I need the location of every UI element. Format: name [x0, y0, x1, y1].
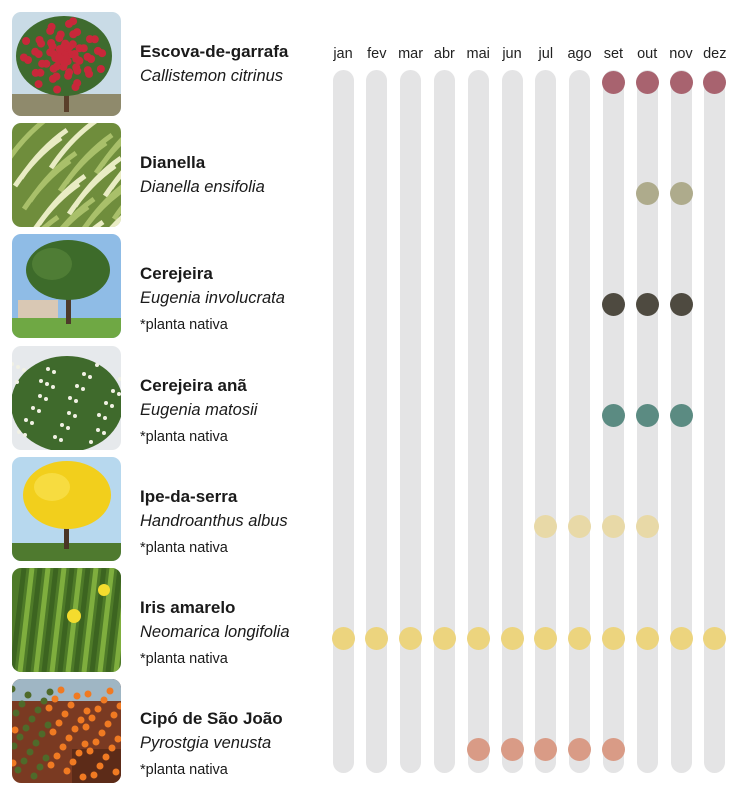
plant-scientific-name: Dianella ensifolia — [140, 178, 265, 197]
bloom-dot-iris-amarelo-dez — [703, 627, 726, 650]
plant-scientific-name: Eugenia matosii — [140, 400, 258, 419]
bloom-dot-escova-de-garrafa-nov — [670, 71, 693, 94]
month-label-abr: abr — [433, 46, 455, 62]
month-track-dez — [704, 70, 725, 773]
bloom-dot-cerejeira-ana-nov — [670, 404, 693, 427]
bloom-dot-iris-amarelo-nov — [670, 627, 693, 650]
month-track-jun — [502, 70, 523, 773]
bloom-dot-cipo-de-sao-joao-ago — [568, 738, 591, 761]
bloom-dot-cerejeira-set — [602, 293, 625, 316]
month-label-jul: jul — [538, 46, 554, 62]
bloom-dot-dianella-out — [636, 182, 659, 205]
bloom-dot-iris-amarelo-jul — [534, 627, 557, 650]
month-label-mai: mai — [466, 46, 490, 62]
plant-name: Ipe-da-serra — [140, 486, 238, 506]
bloom-dot-iris-amarelo-set — [602, 627, 625, 650]
plant-photo-dianella — [12, 123, 121, 227]
month-label-nov: nov — [669, 46, 693, 62]
plant-name: Cerejeira anã — [140, 375, 247, 395]
month-track-mai — [468, 70, 489, 773]
bloom-dot-cipo-de-sao-joao-jun — [501, 738, 524, 761]
plant-native-note: *planta nativa — [140, 428, 228, 445]
plant-name: Escova-de-garrafa — [140, 42, 289, 61]
month-track-ago — [569, 70, 590, 773]
month-label-ago: ago — [567, 46, 592, 62]
bloom-dot-iris-amarelo-fev — [365, 627, 388, 650]
plant-scientific-name: Neomarica longifolia — [140, 623, 290, 641]
month-track-fev — [366, 70, 387, 773]
month-label-set: set — [603, 46, 624, 62]
plant-photo-escova-de-garrafa — [12, 12, 121, 116]
bloom-dot-iris-amarelo-out — [636, 627, 659, 650]
plant-native-note: *planta nativa — [140, 762, 228, 779]
bloom-dot-cipo-de-sao-joao-set — [602, 738, 625, 761]
plant-native-note: *planta nativa — [140, 651, 228, 667]
plant-photo-ipe-da-serra — [12, 457, 121, 561]
bloom-dot-ipe-da-serra-out — [636, 515, 659, 538]
plant-name: Cipó de São João — [140, 709, 283, 729]
plant-scientific-name: Callistemon citrinus — [140, 67, 284, 85]
plant-photo-cerejeira-ana — [12, 346, 121, 450]
plant-photo-cipo-de-sao-joao — [12, 679, 121, 783]
bloom-dot-dianella-nov — [670, 182, 693, 205]
plant-scientific-name: Eugenia involucrata — [140, 289, 285, 308]
plant-scientific-name: Pyrostgia venusta — [140, 734, 272, 753]
month-label-fev: fev — [367, 46, 387, 62]
plant-photo-cerejeira — [12, 234, 121, 338]
bloom-dot-cerejeira-nov — [670, 293, 693, 316]
bloom-dot-iris-amarelo-mar — [399, 627, 422, 650]
bloom-dot-cipo-de-sao-joao-jul — [534, 738, 557, 761]
plant-native-note: *planta nativa — [140, 317, 228, 334]
month-label-mar: mar — [398, 46, 424, 62]
bloom-dot-escova-de-garrafa-set — [602, 71, 625, 94]
month-track-jan — [333, 70, 354, 773]
bloom-dot-escova-de-garrafa-out — [636, 71, 659, 94]
bloom-dot-cerejeira-ana-out — [636, 404, 659, 427]
plant-photo-iris-amarelo — [12, 568, 121, 672]
month-track-mar — [400, 70, 421, 773]
bloom-dot-iris-amarelo-ago — [568, 627, 591, 650]
bloom-dot-cerejeira-ana-set — [602, 404, 625, 427]
plant-scientific-name: Handroanthus albus — [140, 511, 288, 530]
plant-name: Dianella — [140, 153, 206, 173]
bloom-dot-cerejeira-out — [636, 293, 659, 316]
bloom-dot-escova-de-garrafa-dez — [703, 71, 726, 94]
bloom-dot-iris-amarelo-jun — [501, 627, 524, 650]
plant-name: Iris amarelo — [140, 598, 236, 617]
bloom-dot-iris-amarelo-jan — [332, 627, 355, 650]
month-track-jul — [535, 70, 556, 773]
bloom-dot-iris-amarelo-abr — [433, 627, 456, 650]
month-label-dez: dez — [703, 46, 727, 62]
plant-native-note: *planta nativa — [140, 539, 228, 556]
bloom-dot-iris-amarelo-mai — [467, 627, 490, 650]
month-track-abr — [434, 70, 455, 773]
bloom-dot-cipo-de-sao-joao-mai — [467, 738, 490, 761]
month-label-out: out — [637, 46, 658, 62]
month-label-jan: jan — [333, 46, 353, 62]
plant-name: Cerejeira — [140, 264, 213, 284]
month-label-jun: jun — [502, 46, 522, 62]
